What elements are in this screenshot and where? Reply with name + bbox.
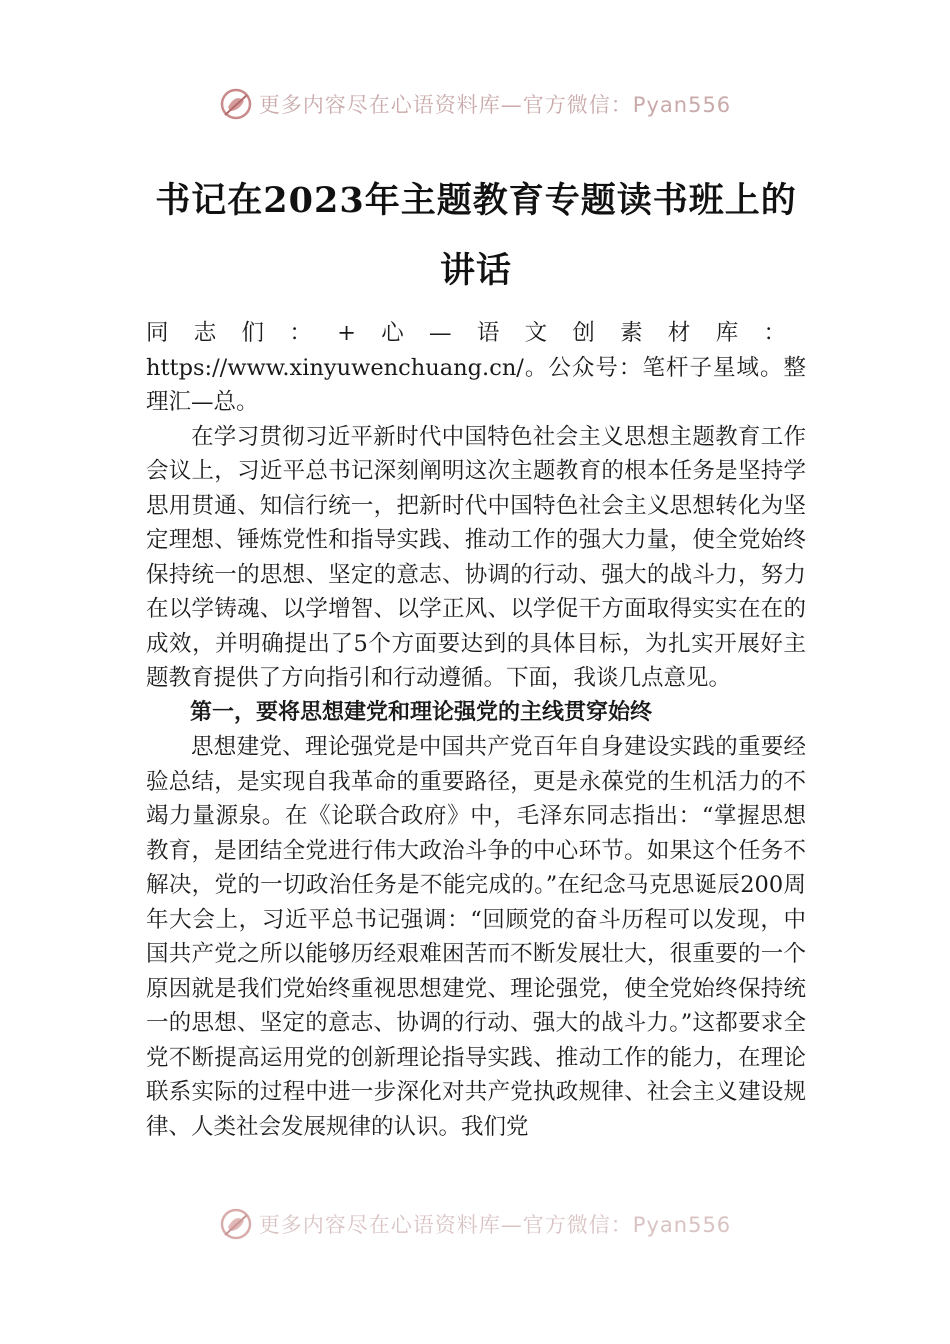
watermark-header bbox=[0, 84, 950, 124]
salutation bbox=[146, 316, 806, 420]
paragraph-section-1: 思想建党、理论强党是中国共产党百年自身建设实践的重要经验总结，是实现自我革命的重要路径，更是永葆党的生机活力的不竭力量源泉。在《论联合政府》中，毛泽东同志指出：“掌握思想教育，是团结全党进行伟大政治斗争的中心环节。如果这个任务不解决，党的一切政治任务是不能完成的。”在纪念马克思诞辰200周年大会上，习近平总书记强调：“回顾党的奋斗历程可以发现，中国共产党之所以能够历经艰难困苦而不断发展壮大，很重要的一个原因就是我们党始终重视思想建党、理论强党，使全党始终保持统一的思想、坚定的意志、协调的行动、强大的战斗力。”这都要求全党不断提高运用党的创新理论指导实践、推动工作的能力，在理论联系实际的过程中进一步深化对共产党执政规律、社会主义建设规律、人类社会发展规律的认识。我们党 bbox=[146, 734, 806, 1140]
watermark-text: 更多内容尽在心语资料库—官方微信：Pyan556 bbox=[258, 93, 732, 117]
document-body bbox=[146, 316, 806, 1144]
watermark-text: 更多内容尽在心语资料库—官方微信：Pyan556 bbox=[258, 1213, 732, 1237]
watermark-footer bbox=[0, 1204, 950, 1244]
seal-logo-icon bbox=[219, 1207, 253, 1241]
paragraph-intro: 在学习贯彻习近平新时代中国特色社会主义思想主题教育工作会议上，习近平总书记深刻阐明这次主题教育的根本任务是坚持学思用贯通、知信行统一，把新时代中国特色社会主义思想转化为坚定理想、锤炼党性和指导实践、推动工作的强大力量，使全党始终保持统一的思想、坚定的意志、协调的行动、强大的战斗力，努力在以学铸魂、以学增智、以学正风、以学促干方面取得实实在在的成效，并明确提出了5个方面要达到的具体目标，为扎实开展好主题教育提供了方向指引和行动遵循。下面，我谈几点意见。 bbox=[146, 423, 806, 691]
section-heading-1: 第一，要将思想建党和理论强党的主线贯穿始终 bbox=[190, 699, 653, 725]
seal-logo-icon bbox=[219, 87, 253, 121]
salutation-rest: https://www.xinyuwenchuang.cn/。公众号：笔杆子星域。整理汇—总。 bbox=[146, 354, 806, 415]
document-title: 书记在2023年主题教育专题读书班上的讲话 bbox=[155, 180, 797, 291]
salutation-spaced: 同志们：+心—语文创素材库： bbox=[146, 320, 806, 346]
